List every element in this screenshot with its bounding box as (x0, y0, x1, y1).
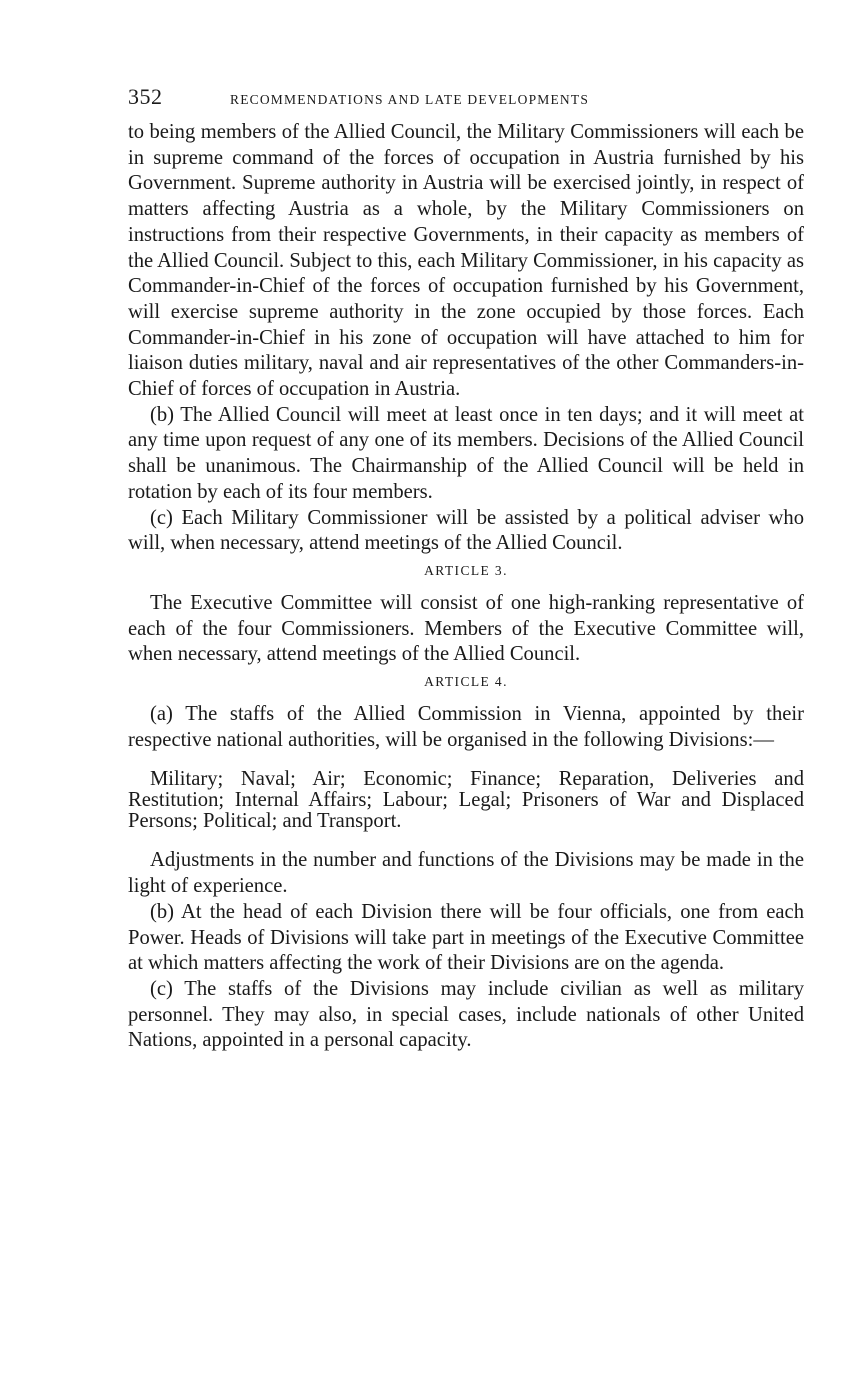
paragraph-adjustments: Adjustments in the number and functions of the Divisions may be made in the light of experience. (128, 849, 804, 898)
paragraph-c-staffs-of-divisions: (c) The staffs of the Divisions may include civilian as well as military personnel. They may also, in special cases, include nationals of other United Nations, appointed in a personal capacity. (128, 977, 804, 1052)
paragraph-a-staffs: (a) The staffs of the Allied Commission in Vienna, appointed by their respective national authorities, will be organised in the following Divisions:— (128, 703, 804, 751)
paragraph-c-political-adviser: (c) Each Military Commissioner will be assisted by a political adviser who will, when necessary, attend meetings of the Allied Council. (128, 506, 804, 555)
paragraph-continuation: to being members of the Allied Council, the Military Commissioners will each be in supreme command of the forces of occupation in Austria furnished by his Government. Supreme authority in Austria will be exercised jointly, in respect of matters affecting Austria as a whole, by the Military Commissioners on instructions from their respective Governments, in their capacity as members of the Allied Council. Subject to this, each Military Commissioner, in his capacity as Commander-in-Chief of the forces of occupation furnished by his Government, will exercise supreme authority in the zone occupied by those forces. Each Commander-in-Chief in his zone of occupation will have attached to him for liaison duties military, naval and air representatives of the other Commanders-in-Chief of forces of occupation in Austria. (128, 121, 804, 401)
article-4-heading: ARTICLE 4. (424, 674, 508, 690)
divisions-list: Military; Naval; Air; Economic; Finance; Reparation, Deliveries and Restitution; Internal Affairs; Labour; Legal; Prisoners of War and Displaced Persons; Political; and Transport. (128, 768, 804, 833)
running-title: RECOMMENDATIONS AND LATE DEVELOPMENTS (230, 92, 590, 107)
paragraph-executive-committee: The Executive Committee will consist of one high-ranking representative of each of the four Commissioners. Members of the Executive Committee will, when necessary, attend meetings of the Allied Council. (128, 591, 804, 666)
article-3-heading: ARTICLE 3. (424, 562, 508, 578)
page-number: 352 (128, 84, 163, 109)
document-page (128, 84, 804, 1054)
body-text (128, 120, 804, 1054)
paragraph-b-allied-council: (b) The Allied Council will meet at least once in ten days; and it will meet at any time upon request of any one of its members. Decisions of the Allied Council shall be unanimous. The Chairmanship of the Allied Council will be held in rotation by each of its four members. (128, 403, 804, 503)
paragraph-b-heads-of-divisions: (b) At the head of each Division there will be four officials, one from each Power. Heads of Divisions will take part in meetings of the Executive Committee at which matters affecting the work of their Divisions are on the agenda. (128, 900, 804, 975)
running-head (128, 84, 804, 120)
